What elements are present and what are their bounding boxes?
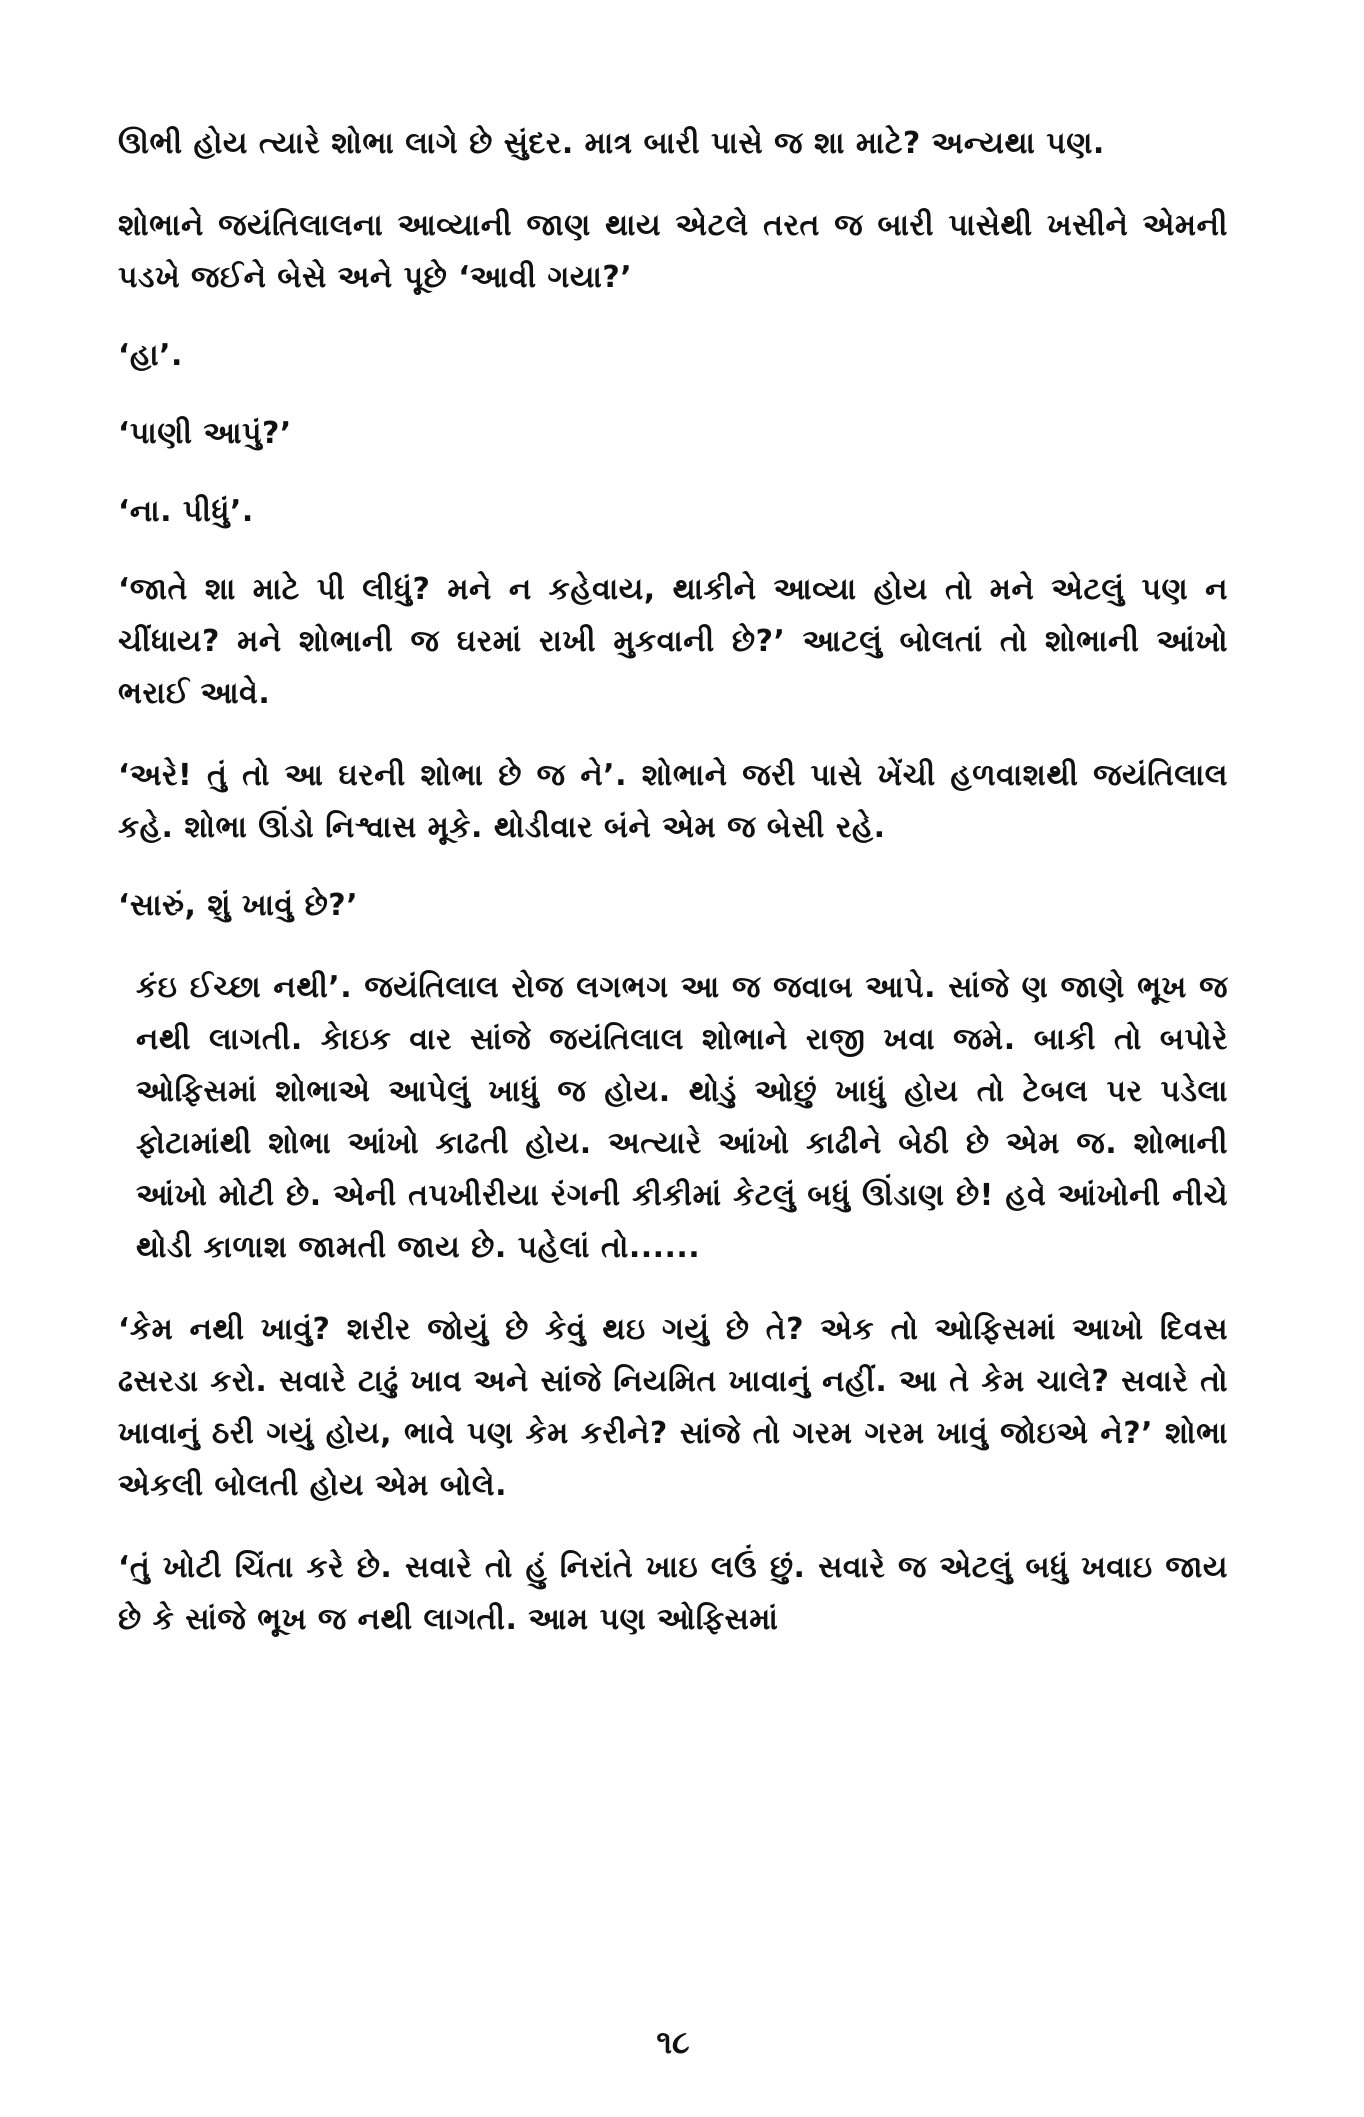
paragraph-concern: ‘કેમ નથી ખાવું? શરીર જોયું છે કેવું થઇ ગયું છે તે? એક તો ઓફિસમાં આખો દિવસ ઢસરડા કરો. સવારે ટાઢું ખાવ અને સાંજે નિયમિત ખાવાનું નહીં. આ તે કેમ ચાલે? સવારે તો ખાવાનું ઠરી ગયું હોય, ભાવે પણ કેમ કરીને? સાંજે તો ગરમ ગરમ ખાવું જોઇએ ને?’ શોભા એકલી બોલતી હોય એમ બોલે. — [118, 1312, 1228, 1503]
paragraph-reply: ‘અરે! તું તો આ ઘરની શોભા છે જ ને’. શોભાને જરી પાસે ખેંચી હળવાશથી જયંતિલાલ કહે. શોભા ઊંડો નિશ્વાસ મૂકે. થોડીવાર બંને એમ જ બેસી રહે. — [118, 758, 1228, 845]
dialogue-yes: ‘હા’. — [118, 338, 183, 373]
paragraph-complaint: ‘જાતે શા માટે પી લીધું? મને ન કહેવાય, થાકીને આવ્યા હોય તો મને એટલું પણ ન ચીંધાય? મને શોભાની જ ઘરમાં રાખી મુકવાની છે?’ આટલું બોલતાં તો શોભાની આંખો ભરાઈ આવે. — [118, 572, 1228, 711]
paragraph-opening: ઊભી હોય ત્યારે શોભા લાગે છે સુંદર. માત્ર બારી પાસે જ શા માટે? અન્યથા પણ. — [118, 126, 1105, 161]
page-body — [118, 118, 1228, 2078]
paragraph-arrival: શોભાને જયંતિલાલના આવ્યાની જાણ થાય એટલે તરત જ બારી પાસેથી ખસીને એમની પડખે જઈને બેસે અને પૂછે ‘આવી ગયા?’ — [118, 208, 1228, 295]
dialogue-drank: ‘ના. પીધું’. — [118, 494, 254, 529]
page-number: ૧૮ — [656, 2023, 690, 2061]
paragraph-no-appetite: કંઇ ઈચ્છા નથી’. જયંતિલાલ રોજ લગભગ આ જ જવાબ આપે. સાંજે ણ જાણે ભૂખ જ નથી લાગતી. કેાઇક વાર સાંજે જયંતિલાલ શોભાને રાજી ખવા જમે. બાકી તો બપોરે ઓફિસમાં શોભાએ આપેલું ખાધું જ હોય. થોડું ઓછું ખાધું હોય તો ટેબલ પર પડેલા ફોટામાંથી શોભા આંખો કાઢતી હોય. અત્યારે આંખો કાઢીને બેઠી છે એમ જ. શોભાની આંખો મોટી છે. એની તપખીરીયા રંગની કીકીમાં કેટલું બધું ઊંડાણ છે! હવે આંખોની નીચે થોડી કાળાશ જામતી જાય છે. પહેલાં તો...... — [136, 970, 1228, 1265]
dialogue-water: ‘પાણી આપું?’ — [118, 416, 292, 451]
paragraph-response: ‘તું ખોટી ચિંતા કરે છે. સવારે તો હું નિરાંતે ખાઇ લઉં છું. સવારે જ એટલું બધું ખવાઇ જાય છે કે સાંજે ભૂખ જ નથી લાગતી. આમ પણ ઓફિસમાં — [118, 1550, 1228, 1637]
dialogue-what-to-eat: ‘સારું, શું ખાવું છે?’ — [118, 888, 359, 923]
